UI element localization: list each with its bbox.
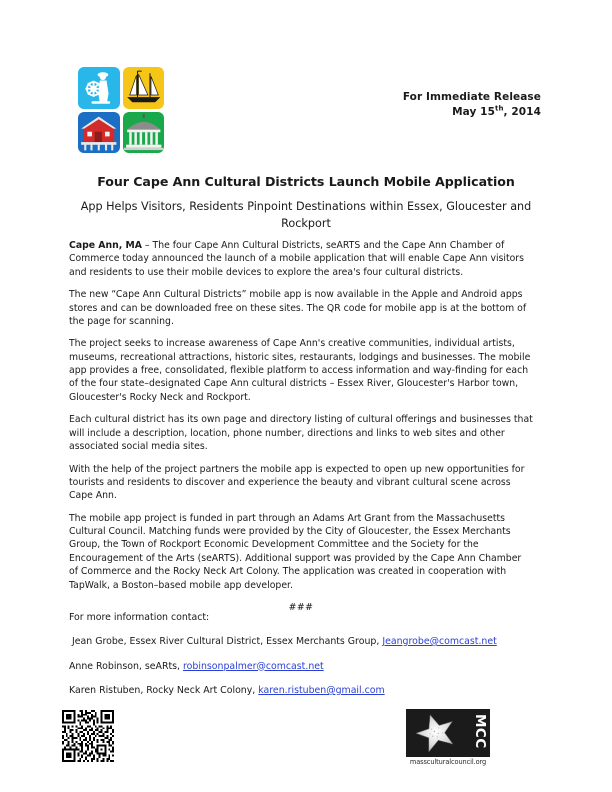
mcc-badge <box>406 709 490 757</box>
contact-row <box>69 684 539 697</box>
paragraph-availability: The new “Cape Ann Cultural Districts” mobile app is now available in the Apple and Android apps stores and can be downloaded free on these sites. The QR code for mobile app is at the bottom of the page for scanning. <box>69 289 527 327</box>
contact-row <box>69 635 539 648</box>
release-date <box>403 105 541 120</box>
logo-tile-schooner-icon <box>123 67 165 109</box>
contact-email-link[interactable]: robinsonpalmer@comcast.net <box>183 660 324 672</box>
mass-cultural-council-logo <box>406 709 490 771</box>
page-title: Four Cape Ann Cultural Districts Launch Mobile Application <box>97 174 515 189</box>
release-label: For Immediate Release <box>402 91 541 103</box>
body-copy <box>69 239 533 624</box>
release-date-ordinal: th <box>495 104 504 113</box>
contact-email-link[interactable]: Jeangrobe@comcast.net <box>382 636 497 647</box>
contact-row <box>69 660 539 673</box>
contact-name-role: Anne Robinson, seARts, <box>69 660 183 672</box>
contact-name-role: Karen Ristuben, Rocky Neck Art Colony, <box>69 685 259 696</box>
contacts-section <box>69 611 539 709</box>
mcc-website-caption: massculturalcouncil.org <box>409 758 487 766</box>
dateline: Cape Ann, MA <box>69 240 142 251</box>
paragraph-project-goals: The project seeks to increase awareness of Cape Ann's creative communities, individual artists, museums, recreational attractions, historic sites, restaurants, lodgings and businesses. The mobile app provides a free, consolidated, flexible platform to access information and way-finding for each of the four state–designated Cape Ann cultural districts – Essex River, Gloucester's Harbor town, Gloucester's Rocky Neck and Rockport. <box>69 338 531 403</box>
release-date-main: May 15 <box>452 106 495 118</box>
contacts-heading: For more information contact: <box>69 612 210 623</box>
paragraph-district-listings: Each cultural district has its own page and directory listing of cultural offerings and businesses that will include a description, location, phone number, directions and links to web sites and other associated social media sites. <box>69 414 533 453</box>
logo-tile-gazebo-icon <box>123 112 165 154</box>
paragraph-partners: With the help of the project partners the mobile app is expected to open up new opportunities for tourists and residents to discover and experience the beauty and vibrant cultural scene across Cape Ann. <box>69 463 525 502</box>
logo-tile-fish-shack-icon <box>78 112 120 154</box>
paragraph-lead-text: – The four Cape Ann Cultural Districts, seARTS and the Cape Ann Chamber of Commerce today announced the launch of a mobile application that will enable Cape Ann visitors and residents to use their mobile devices to explore the area's four cultural districts. <box>69 240 524 278</box>
paragraph-lead <box>69 239 533 279</box>
paragraph-funding: The mobile app project is funded in part through an Adams Art Grant from the Massachusetts Cultural Council. Matching funds were provided by the City of Gloucester, the Essex Merchants Group, the Town of Rockport Economic Development Committee and the Society for the Encouragement of the Arts (seARTS). Additional support was provided by the Cape Ann Chamber of Commerce and the Rocky Neck Art Colony. The application was created in cooperation with TapWalk, a Boston–based mobile app developer. <box>69 512 522 591</box>
document-header <box>0 62 612 158</box>
mcc-wordmark: MCC <box>472 714 488 749</box>
page-subtitle: App Helps Visitors, Residents Pinpoint Destinations within Essex, Gloucester and Rockport <box>80 200 532 230</box>
release-info <box>403 90 541 120</box>
cape-ann-cultural-districts-logo <box>78 67 164 153</box>
end-mark: ### <box>288 602 314 614</box>
contact-email-link[interactable]: karen.ristuben@gmail.com <box>258 685 385 696</box>
release-date-year: , 2014 <box>503 106 541 118</box>
contact-name-role: Jean Grobe, Essex River Cultural District, Essex Merchants Group, <box>72 636 383 647</box>
logo-tile-fisherman-icon <box>78 67 120 109</box>
qr-code <box>60 708 116 764</box>
